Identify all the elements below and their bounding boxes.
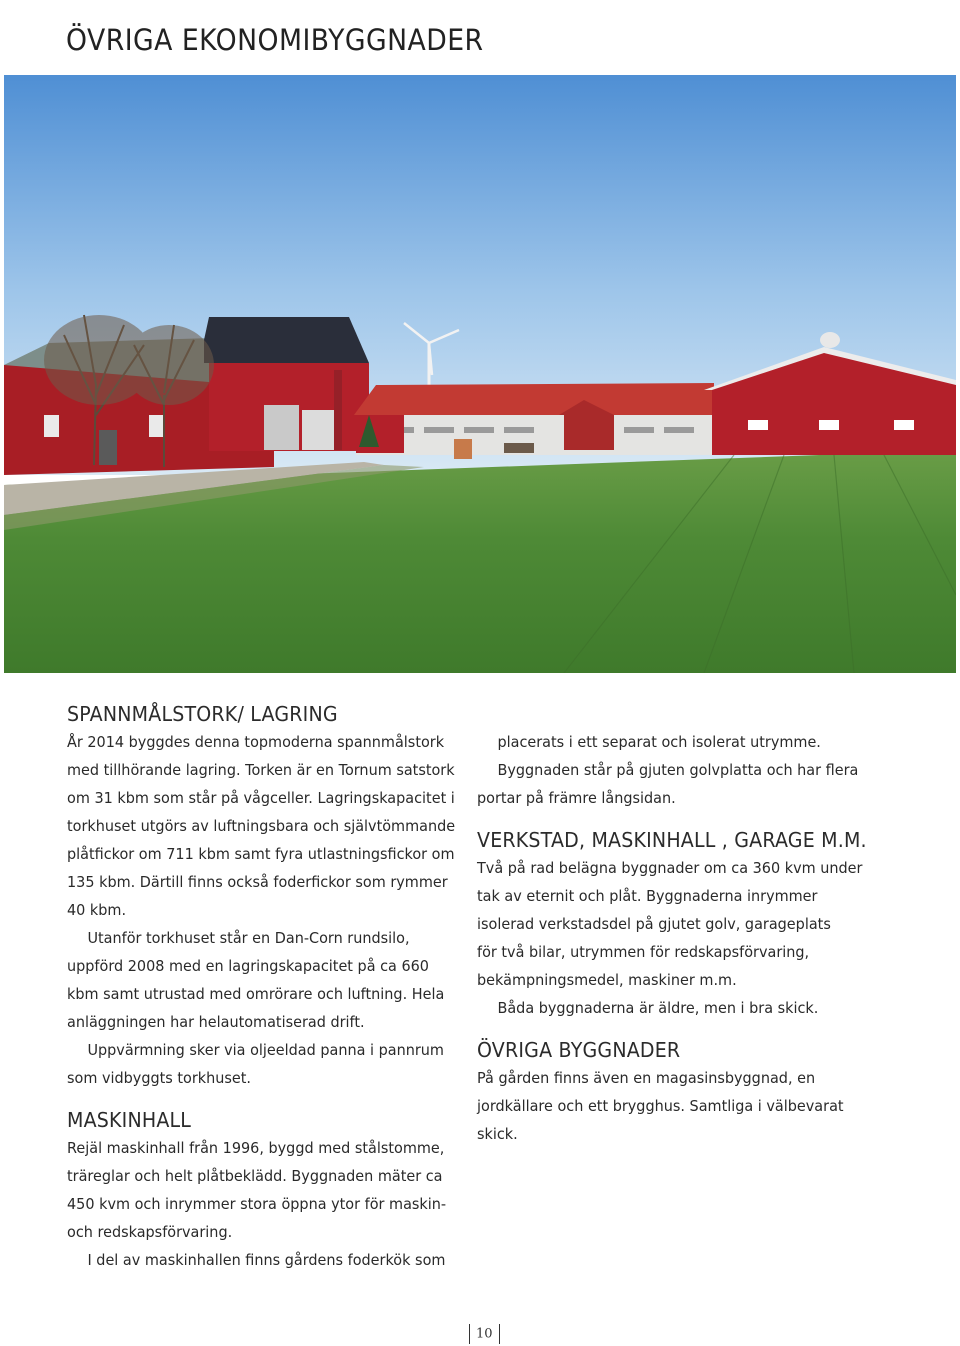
body-line: placerats i ett separat och isolerat utrymme.: [497, 733, 821, 751]
body-line: 135 kbm. Därtill finns också foderfickor som rymmer: [67, 873, 448, 891]
body-line: anläggningen har helautomatiserad drift.: [67, 1013, 365, 1031]
body-line: Uppvärmning sker via oljeeldad panna i pannrum: [87, 1041, 444, 1059]
body-line: Två på rad belägna byggnader om ca 360 kvm under: [477, 859, 863, 877]
body-line: jordkällare och ett brygghus. Samtliga i välbevarat: [477, 1097, 844, 1115]
body-line: med tillhörande lagring. Torken är en Tornum satstork: [67, 761, 455, 779]
divider: [499, 1324, 500, 1344]
body-line: och redskapsförvaring.: [67, 1223, 233, 1241]
body-line: I del av maskinhallen finns gårdens foderkök som: [87, 1251, 446, 1269]
body-line: isolerad verkstadsdel på gjutet golv, garageplats: [477, 915, 831, 933]
body-line: Rejäl maskinhall från 1996, byggd med stålstomme,: [67, 1139, 445, 1157]
divider: [469, 1324, 470, 1344]
body-line: plåtfickor om 711 kbm samt fyra utlastningsfickor om: [67, 845, 455, 863]
farm-photo: [4, 75, 956, 673]
body-line: kbm samt utrustad med omrörare och luftning. Hela: [67, 985, 445, 1003]
body-line: för två bilar, utrymmen för redskapsförvaring,: [477, 943, 810, 961]
section-heading-verkstad: VERKSTAD, MASKINHALL , GARAGE M.M.: [477, 828, 867, 852]
body-line: På gården finns även en magasinsbyggnad, en: [477, 1069, 816, 1087]
body-line: År 2014 byggdes denna topmoderna spannmålstork: [67, 733, 445, 751]
left-column: [67, 700, 462, 1274]
right-column: [477, 728, 897, 1148]
body-line: skick.: [477, 1125, 518, 1143]
body-line: 450 kvm och inrymmer stora öppna ytor för maskin-: [67, 1195, 447, 1213]
page-title: ÖVRIGA EKONOMIBYGGNADER: [66, 23, 484, 58]
body-line: som vidbyggts torkhuset.: [67, 1069, 252, 1087]
body-line: träreglar och helt plåtbeklädd. Byggnaden mäter ca: [67, 1167, 443, 1185]
body-line: tak av eternit och plåt. Byggnaderna inrymmer: [477, 887, 818, 905]
body-line: uppförd 2008 med en lagringskapacitet på ca 660: [67, 957, 429, 975]
body-line: Utanför torkhuset står en Dan-Corn rundsilo,: [87, 929, 410, 947]
body-line: bekämpningsmedel, maskiner m.m.: [477, 971, 737, 989]
body-line: 40 kbm.: [67, 901, 127, 919]
section-heading-ovriga-byggnader: ÖVRIGA BYGGNADER: [477, 1038, 681, 1062]
section-heading-spannmalstork: SPANNMÅLSTORK/ LAGRING: [67, 702, 338, 726]
page-number-text: 10: [476, 1326, 493, 1342]
body-line: Båda byggnaderna är äldre, men i bra skick.: [497, 999, 819, 1017]
body-line: portar på främre långsidan.: [477, 789, 676, 807]
body-line: om 31 kbm som står på vågceller. Lagringskapacitet i: [67, 789, 455, 807]
page-number: [463, 1324, 506, 1344]
section-heading-maskinhall: MASKINHALL: [67, 1108, 192, 1132]
body-line: torkhuset utgörs av luftningsbara och självtömmande: [67, 817, 456, 835]
body-line: Byggnaden står på gjuten golvplatta och har flera: [497, 761, 859, 779]
